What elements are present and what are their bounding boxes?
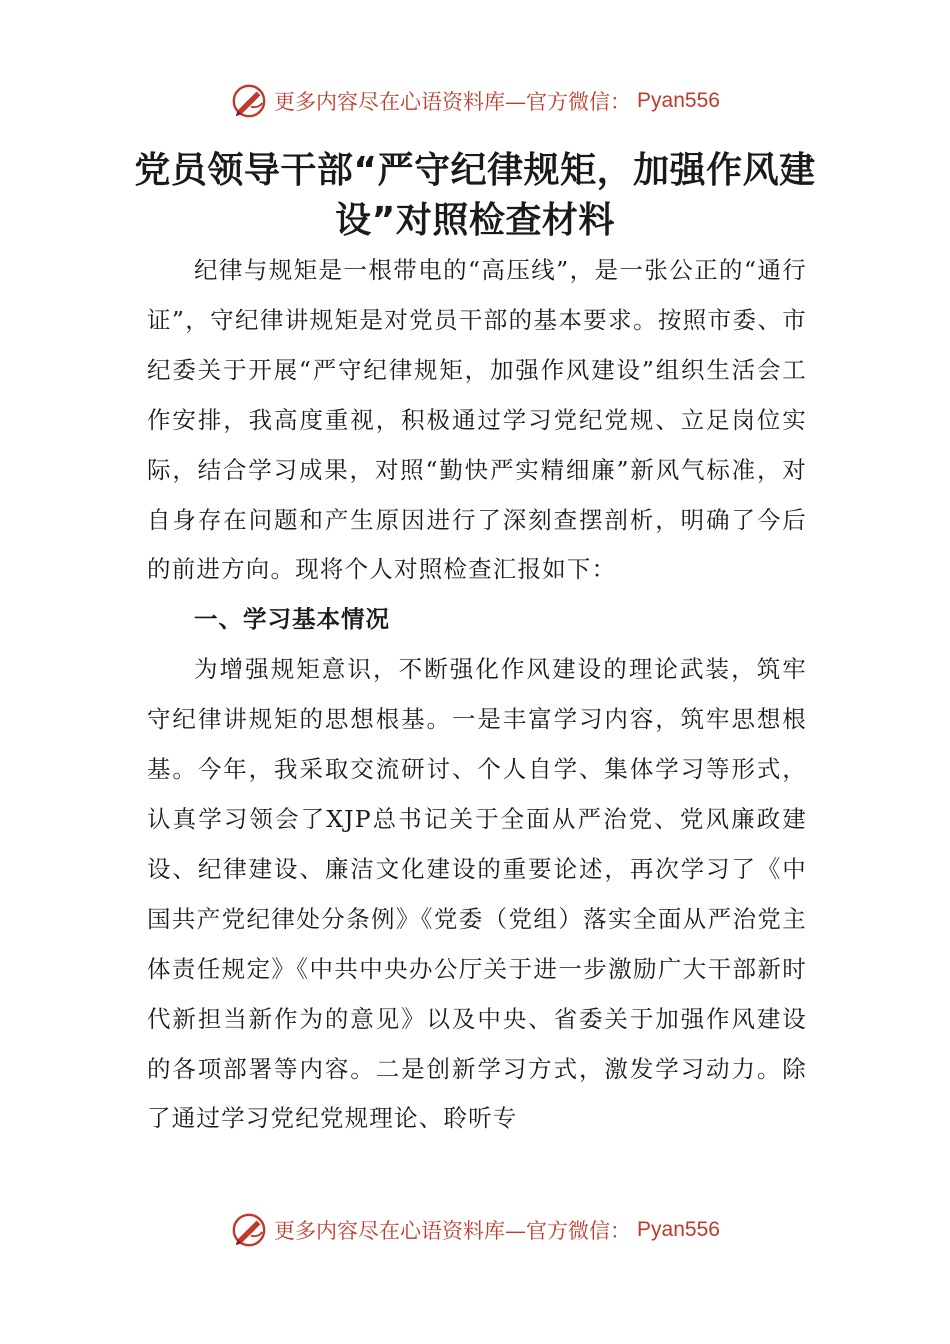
watermark-banner-bottom bbox=[0, 1205, 950, 1255]
watermark-handle: Pyan556 bbox=[637, 1218, 720, 1241]
document-title: 党员领导干部“严守纪律规矩，加强作风建设”对照检查材料 bbox=[134, 150, 816, 241]
watermark-banner-top bbox=[0, 76, 950, 126]
intro-paragraph: 纪律与规矩是一根带电的“高压线”，是一张公正的“通行证”，守纪律讲规矩是对党员干部的基本要求。按照市委、市纪委关于开展“严守纪律规矩，加强作风建设”组织生活会工作安排，我高度重视，积极通过学习党纪党规、立足岗位实际，结合学习成果，对照“勤快严实精细廉”新风气标准，对自身存在问题和产生原因进行了深刻查摆剖析，明确了今后的前进方向。现将个人对照检查汇报如下： bbox=[147, 256, 807, 584]
watermark-text: 更多内容尽在心语资料库—官方微信： bbox=[274, 90, 632, 114]
section-heading: 一、学习基本情况 bbox=[194, 605, 390, 634]
document-body bbox=[147, 246, 807, 1144]
watermark-handle: Pyan556 bbox=[637, 89, 720, 112]
pen-logo-icon bbox=[230, 82, 268, 120]
watermark-text: 更多内容尽在心语资料库—官方微信： bbox=[274, 1219, 632, 1243]
pen-logo-icon bbox=[230, 1211, 268, 1249]
section-paragraph: 为增强规矩意识，不断强化作风建设的理论武装，筑牢守纪律讲规矩的思想根基。一是丰富学习内容，筑牢思想根基。今年，我采取交流研讨、个人自学、集体学习等形式，认真学习领会了XJP总书记关于全面从严治党、党风廉政建设、纪律建设、廉洁文化建设的重要论述，再次学习了《中国共产党纪律处分条例》《党委（党组）落实全面从严治党主体责任规定》《中共中央办公厅关于进一步激励广大干部新时代新担当新作为的意见》以及中央、省委关于加强作风建设的各项部署等内容。二是创新学习方式，激发学习动力。除了通过学习党纪党规理论、聆听专 bbox=[147, 655, 807, 1133]
